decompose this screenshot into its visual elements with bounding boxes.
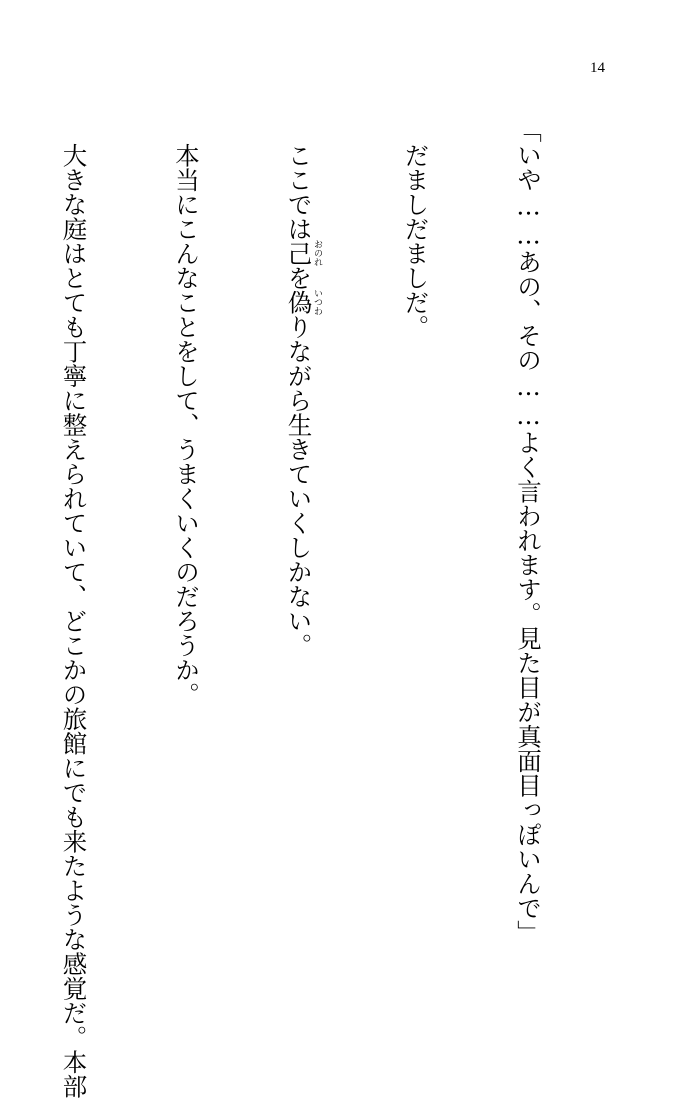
text-segment: りながら生きていくしかない。 [284, 314, 314, 657]
text-segment: ここでは [284, 142, 314, 241]
page-number: 14 [590, 60, 605, 76]
text-line: 「いや……あの、その……よく言われます。見た目が真面目っぽいんで」 [514, 118, 543, 945]
ruby-annotation [284, 288, 322, 316]
text-line-with-ruby [280, 118, 322, 978]
text-line: 本当にこんなことをして、うまくいくのだろうか。 [172, 142, 201, 706]
text-segment: を [284, 265, 314, 290]
ruby-annotation [284, 239, 322, 267]
body-text [0, 118, 622, 1098]
ruby-reading: いつわ [312, 288, 322, 316]
text-line: 大きな庭はとても丁寧に整えられていて、どこかの旅館にでも来たような感覚だ。本部 [59, 142, 89, 1098]
text-line: だましだましだ。 [401, 142, 431, 339]
ruby-base: 己 [284, 239, 314, 267]
ruby-base: 偽 [284, 288, 314, 316]
ruby-reading: おのれ [312, 239, 322, 267]
